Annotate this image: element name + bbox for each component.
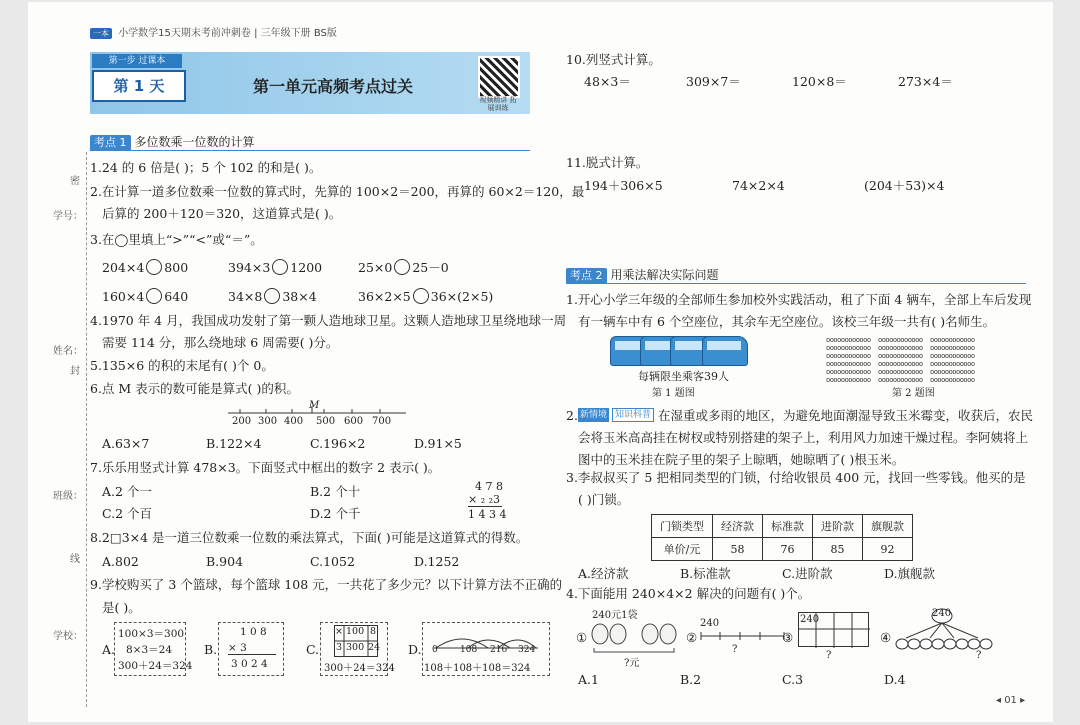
compare-circle[interactable] xyxy=(394,259,410,275)
knowledge-tag: 知识科普 xyxy=(612,408,654,422)
new-situation-tag: 新情境 xyxy=(580,410,608,420)
q7-vertical-mul: × ₂ ₂3 xyxy=(468,493,501,506)
q3-row2-b xyxy=(228,288,317,305)
compare-circle[interactable] xyxy=(146,259,162,275)
q3-row2-a xyxy=(102,288,188,305)
q3-row1-a xyxy=(102,259,188,276)
problem-3-line1: 3.李叔叔买了 5 把相同类型的门锁，付给收银员 400 元，找回一些零钱。他买的是 xyxy=(566,470,1026,485)
p3-option-b[interactable]: B.标准款 xyxy=(680,566,731,581)
qr-caption: 视频精讲 拓展训练 xyxy=(479,96,517,112)
problem-4: 4.下面能用 240×4×2 解决的问题有( )个。 xyxy=(566,586,811,601)
q9d-tick: 324 xyxy=(518,645,536,655)
p4-fig3-question: ? xyxy=(826,650,832,661)
q3-expr: 394×3 xyxy=(228,260,271,275)
tick-label: 500 xyxy=(316,416,336,427)
q6-option-d[interactable]: D.91×5 xyxy=(414,436,462,451)
q9b-line: 3 0 2 4 xyxy=(231,658,268,670)
corn-group-icon: oooooooooooo oooooooooooo oooooooooooo oooooooooooo oooooooooooo oooooooooooo xyxy=(930,336,975,384)
question-1: 1.24 的 6 倍是( )；5 个 102 的和是( )。 xyxy=(90,160,322,175)
binding-line xyxy=(86,152,87,707)
q8-option-c[interactable]: C.1052 xyxy=(310,554,355,569)
table-cell: 85 xyxy=(813,538,863,561)
table-cell: 76 xyxy=(763,538,813,561)
q3-expr: 38×4 xyxy=(282,289,317,304)
problem-1-line2: 有一辆车中有 6 个空座位，其余车无空座位。该校三年级一共有( )名师生。 xyxy=(578,314,996,329)
rice-bags-figure xyxy=(590,618,684,654)
question-8: 8.2□3×4 是一道三位数乘一位数的乘法算式，下面( )可能是这道算式的得数。 xyxy=(90,530,529,545)
book-tag: 一本 xyxy=(90,28,112,39)
q9c-cell: 8 xyxy=(370,626,377,637)
bus-icon xyxy=(702,336,748,366)
q9a-line: 8×3＝24 xyxy=(126,644,173,656)
table-cell: 进阶款 xyxy=(813,515,863,538)
q9c-cell: × xyxy=(335,626,343,637)
q9a-line: 100×3＝300 xyxy=(118,628,185,640)
table-cell: 标准款 xyxy=(763,515,813,538)
side-xuehao: 学号： xyxy=(53,211,83,222)
question-4-line2: 需要 114 分，那么绕地球 6 周需要( )分。 xyxy=(102,335,339,350)
q3-expr: 25－0 xyxy=(412,260,449,275)
q6-option-b[interactable]: B.122×4 xyxy=(206,436,262,451)
q3-expr: 36×2×5 xyxy=(358,289,411,304)
table-cell: 门锁类型 xyxy=(652,515,713,538)
table-row xyxy=(652,515,913,538)
q10-item: 273×4＝ xyxy=(898,74,953,89)
p4-fig3-label: 240 xyxy=(800,614,820,625)
q3-expr: 800 xyxy=(164,260,189,275)
question-5: 5.135×6 的积的末尾有( )个 0。 xyxy=(90,358,274,373)
corn-group-icon: oooooooooooo oooooooooooo oooooooooooo oooooooooooo oooooooooooo oooooooooooo xyxy=(826,336,871,384)
q3-expr: 640 xyxy=(164,289,189,304)
worksheet-page xyxy=(28,2,1053,722)
q8-option-b[interactable]: B.904 xyxy=(206,554,244,569)
q3-expr: 25×0 xyxy=(358,260,393,275)
book-header xyxy=(90,24,337,39)
p4-fig4-label: 240 xyxy=(932,608,952,619)
page-number[interactable]: ◂ 01 ▸ xyxy=(996,695,1026,706)
kaodian-2-title: 用乘法解决实际问题 xyxy=(610,268,719,282)
q9d-tick: 0 xyxy=(432,645,438,655)
q10-item: 309×7＝ xyxy=(686,74,741,89)
question-11: 11.脱式计算。 xyxy=(566,155,649,170)
side-banji: 班级： xyxy=(53,491,83,502)
question-10: 10.列竖式计算。 xyxy=(566,52,661,67)
q7-option-c[interactable]: C.2 个百 xyxy=(102,506,153,521)
p4-option-c[interactable]: C.3 xyxy=(782,672,804,687)
p4-option-d[interactable]: D.4 xyxy=(884,672,906,687)
q7-option-b[interactable]: B.2 个十 xyxy=(310,484,361,499)
tick-label: 400 xyxy=(284,416,304,427)
problem-1-line1: 1.开心小学三年级的全部师生参加校外实践活动，租了下面 4 辆车，全部上车后发现 xyxy=(566,292,1032,307)
kaodian-1-title: 多位数乘一位数的计算 xyxy=(134,135,255,149)
kaodian-2-label: 考点 2 xyxy=(566,268,607,284)
q9d-tick: 108 xyxy=(460,645,478,655)
question-9-line2: 是( )。 xyxy=(102,600,141,615)
q9d-tick: 216 xyxy=(490,645,508,655)
tick-label: 200 xyxy=(232,416,252,427)
figure-1-caption: 第 1 题图 xyxy=(652,388,695,399)
q8-option-d[interactable]: D.1252 xyxy=(414,554,460,569)
tick-label: 600 xyxy=(344,416,364,427)
compare-circle[interactable] xyxy=(272,259,288,275)
figure-num: ④ xyxy=(880,630,892,645)
problem-2-number: 2. xyxy=(566,408,578,423)
q3-row2-c xyxy=(358,288,493,305)
tick-label: 700 xyxy=(372,416,392,427)
side-xingming: 姓名： xyxy=(53,346,83,357)
q3-row1-b xyxy=(228,259,322,276)
kaodian-2-underline xyxy=(566,283,1026,284)
table-row xyxy=(652,538,913,561)
question-7: 7.乐乐用竖式计算 478×3。下面竖式中框出的数字 2 表示( )。 xyxy=(90,460,441,475)
q3-expr: 36×(2×5) xyxy=(430,289,494,304)
side-xian: 线 xyxy=(70,554,80,565)
p4-fig4-question: ? xyxy=(976,650,982,661)
side-xuexiao: 学校： xyxy=(53,631,83,642)
q3-expr: 34×8 xyxy=(228,289,263,304)
q9-option-d-label[interactable]: D. xyxy=(408,642,422,657)
tick-label: 300 xyxy=(258,416,278,427)
question-3: 3.在◯里填上“>”“<”或“＝”。 xyxy=(90,232,263,247)
q10-item: 120×8＝ xyxy=(792,74,847,89)
figure-num: ② xyxy=(686,630,698,645)
side-feng: 封 xyxy=(70,366,80,377)
q9c-cell: 3 xyxy=(336,642,343,653)
q9-option-a-label[interactable]: A. xyxy=(102,642,116,657)
problem-2-line2: 会将玉米高高挂在树杈或特别搭建的架子上，利用风力加速干燥过程。李阿姨将上 xyxy=(578,430,1029,445)
q3-expr: 160×4 xyxy=(102,289,145,304)
q3-expr: 204×4 xyxy=(102,260,145,275)
corn-group-icon: oooooooooooo oooooooooooo oooooooooooo oooooooooooo oooooooooooo oooooooooooo xyxy=(878,336,923,384)
kaodian-1 xyxy=(90,133,255,149)
question-2-line2: 后算的 200＋120＝320，这道算式是( )。 xyxy=(102,206,342,221)
q7-option-d[interactable]: D.2 个千 xyxy=(310,506,361,521)
lock-price-table xyxy=(651,514,913,561)
q7-vertical-result: 1 4 3 4 xyxy=(468,508,507,521)
q3-row1-c xyxy=(358,259,449,276)
question-4-line1: 4.1970 年 4 月，我国成功发射了第一颗人造地球卫星。这颗人造地球卫星绕地球一周 xyxy=(90,313,567,328)
problem-3-line2: ( )门锁。 xyxy=(578,492,630,507)
problem-2-line3: 图中的玉米挂在院子里的架子上晾晒，她晾晒了( )根玉米。 xyxy=(578,452,905,467)
table-cell: 92 xyxy=(863,538,913,561)
compare-circle[interactable] xyxy=(413,288,429,304)
q9-option-c-label[interactable]: C. xyxy=(306,642,320,657)
compare-circle[interactable] xyxy=(264,288,280,304)
compare-circle[interactable] xyxy=(146,288,162,304)
q6-option-a[interactable]: A.63×7 xyxy=(102,436,150,451)
figure-num: ③ xyxy=(782,630,794,645)
q9-option-b-label[interactable]: B. xyxy=(204,642,218,657)
point-m-label: M xyxy=(309,400,320,411)
problem-2-line1: 在湿重或多雨的地区，为避免地面潮湿导致玉米霉变，收获后，农民 xyxy=(658,408,1034,423)
q11-item: 74×2×4 xyxy=(732,178,785,193)
p3-option-a[interactable]: A.经济款 xyxy=(578,566,629,581)
bus-caption: 每辆限坐乘客39人 xyxy=(638,370,729,383)
q9b-line: × 3 xyxy=(228,642,276,655)
q8-option-a[interactable]: A.802 xyxy=(102,554,139,569)
figure-num: ① xyxy=(576,630,588,645)
q9c-cell: 24 xyxy=(368,642,381,653)
p4-fig1-label: 240元1袋 xyxy=(592,610,638,621)
p4-fig2-label: 240 xyxy=(700,618,720,629)
table-cell: 经济款 xyxy=(713,515,763,538)
step-label: 第一步 过课本 xyxy=(92,54,182,68)
q7-option-a[interactable]: A.2 个一 xyxy=(102,484,152,499)
p4-option-a[interactable]: A.1 xyxy=(578,672,599,687)
q11-item: 194＋306×5 xyxy=(584,178,663,193)
question-9-line1: 9.学校购买了 3 个篮球，每个篮球 108 元，一共花了多少元？以下计算方法不正确的 xyxy=(90,577,563,592)
p3-option-c[interactable]: C.进阶款 xyxy=(782,566,833,581)
kaodian-2 xyxy=(566,266,719,282)
q9b-line: 1 0 8 xyxy=(240,626,267,638)
table-cell: 单价/元 xyxy=(652,538,713,561)
q10-item: 48×3＝ xyxy=(584,74,631,89)
p3-option-d[interactable]: D.旗舰款 xyxy=(884,566,936,581)
side-mi: 密 xyxy=(70,176,80,187)
table-cell: 旗舰款 xyxy=(863,515,913,538)
day-label: 第 1 天 xyxy=(92,70,186,102)
p4-fig2-question: ? xyxy=(732,644,738,655)
table-cell: 58 xyxy=(713,538,763,561)
qr-code-icon[interactable] xyxy=(478,56,520,98)
q11-item: (204＋53)×4 xyxy=(864,178,945,193)
q7-vertical-top: 4 7 8 xyxy=(475,480,503,493)
figure-2-caption: 第 2 题图 xyxy=(892,388,935,399)
q9c-cell: 300 xyxy=(346,642,365,653)
book-title: 小学数学15天期末考前冲刺卷 | 三年级下册 BS版 xyxy=(118,28,337,39)
p4-option-b[interactable]: B.2 xyxy=(680,672,702,687)
question-6: 6.点 M 表示的数可能是算式( )的积。 xyxy=(90,381,299,396)
q9d-line: 108＋108＋108＝324 xyxy=(424,663,531,674)
q6-option-c[interactable]: C.196×2 xyxy=(310,436,366,451)
q9a-line: 300＋24＝324 xyxy=(118,660,193,672)
segment-figure xyxy=(700,630,786,648)
p4-fig1-question: ?元 xyxy=(624,658,640,669)
q9c-line: 300＋24＝324 xyxy=(324,663,395,674)
page-title: 第一单元高频考点过关 xyxy=(253,77,414,96)
question-2-line1: 2.在计算一道多位数乘一位数的算式时，先算的 100×2＝200，再算的 60×2＝120，最 xyxy=(90,184,585,199)
q9c-cell: 100 xyxy=(346,626,365,637)
kaodian-1-label: 考点 1 xyxy=(90,135,131,151)
kaodian-1-underline xyxy=(90,150,530,151)
q3-expr: 1200 xyxy=(290,260,323,275)
